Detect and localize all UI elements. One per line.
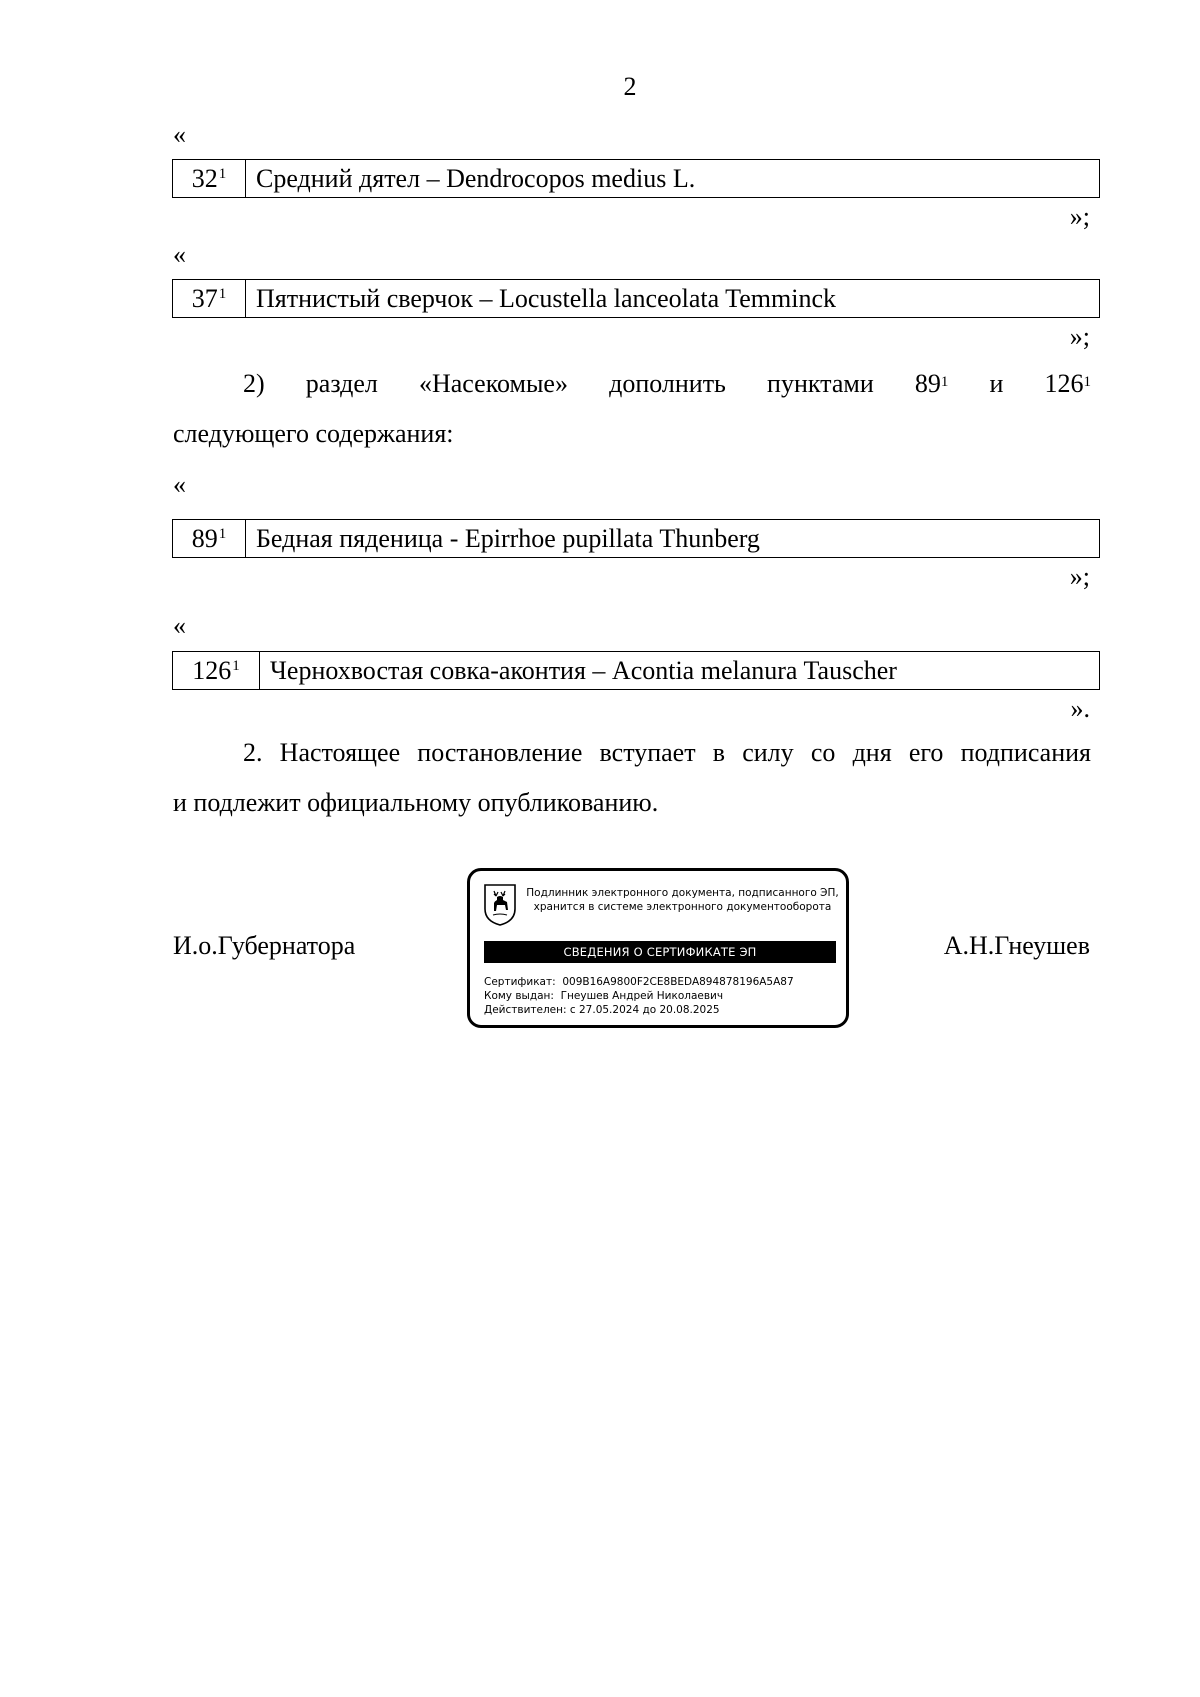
stamp-certificate-banner: СВЕДЕНИЯ О СЕРТИФИКАТЕ ЭП — [484, 941, 836, 963]
validity-row — [484, 1003, 794, 1017]
stamp-header — [520, 886, 845, 914]
closing-quote: »; — [1069, 202, 1090, 231]
amendment-point-number: $89^1$ — [914, 369, 949, 398]
electronic-signature-stamp — [467, 868, 849, 1028]
entry-number-value: 89 — [191, 523, 218, 553]
opening-quote: « — [173, 470, 186, 499]
closing-quote: ». — [1070, 694, 1090, 723]
entry-species-name: Пятнистый сверчок – Locustella lanceolata Temminck — [256, 283, 836, 313]
stamp-header-line: хранится в системе электронного документооборота — [533, 901, 832, 913]
opening-quote: « — [173, 120, 186, 149]
owner-label: Кому выдан: — [484, 990, 554, 1002]
amendment-word: раздел — [305, 369, 378, 398]
entry-number — [173, 160, 246, 197]
closing-quote: »; — [1069, 562, 1090, 591]
page-number: 2 — [623, 72, 637, 101]
entry-number — [173, 520, 246, 557]
entry-number — [173, 652, 260, 689]
amendment-word: дополнить — [609, 369, 726, 398]
species-entry-table — [172, 159, 1100, 198]
entry-number-superscript: 1 — [218, 526, 227, 542]
coat-of-arms-icon — [483, 883, 517, 927]
opening-quote: « — [173, 240, 186, 269]
signer-role: И.о.Губернатора — [173, 931, 356, 960]
certificate-label: Сертификат: — [484, 976, 556, 988]
validity-value: с 27.05.2024 до 20.08.2025 — [569, 1004, 720, 1016]
entry-number-value: 37 — [191, 283, 218, 313]
final-paragraph-line1 — [173, 728, 1091, 778]
validity-label: Действителен: — [484, 1004, 567, 1016]
entry-species-name: Чернохвостая совка-аконтия – Acontia melanura Tauscher — [270, 655, 897, 685]
owner-value: Гнеушев Андрей Николаевич — [560, 990, 724, 1002]
entry-species-name: Средний дятел – Dendrocopos medius L. — [256, 163, 696, 193]
stamp-certificate-details — [484, 975, 794, 1017]
entry-number-superscript: 1 — [232, 658, 240, 674]
species-entry-table — [172, 519, 1100, 558]
amendment-section-name: «Насекомые» — [418, 369, 568, 398]
stamp-header-line: Подлинник электронного документа, подписанного ЭП, — [526, 887, 839, 899]
owner-row — [484, 989, 794, 1003]
entry-number-superscript: 1 — [218, 166, 227, 182]
species-entry-table — [172, 279, 1100, 318]
amendment-paragraph-line2: следующего содержания: — [173, 419, 454, 448]
final-paragraph-text: 2. Настоящее постановление вступает в силу со дня его подписания — [243, 738, 1091, 767]
amendment-word: и — [989, 369, 1004, 398]
entry-number-superscript: 1 — [218, 286, 227, 302]
amendment-item-number: 2) — [243, 369, 265, 398]
closing-quote: »; — [1069, 322, 1090, 351]
amendment-word: пунктами — [767, 369, 874, 398]
final-paragraph-line2: и подлежит официальному опубликованию. — [173, 788, 659, 817]
certificate-row — [484, 975, 794, 989]
amendment-paragraph-line1 — [173, 359, 1091, 409]
entry-number-value: 32 — [191, 163, 218, 193]
signer-name: А.Н.Гнеушев — [943, 931, 1090, 960]
certificate-value: 009B16A9800F2CE8BEDA894878196A5A87 — [562, 976, 794, 988]
entry-species-name: Бедная пяденица - Epirrhoe pupillata Thunberg — [256, 523, 760, 553]
entry-number-value: 126 — [192, 655, 232, 685]
species-entry-table — [172, 651, 1100, 690]
entry-number — [173, 280, 246, 317]
opening-quote: « — [173, 611, 186, 640]
amendment-point-number: $126^1$ — [1044, 369, 1091, 398]
